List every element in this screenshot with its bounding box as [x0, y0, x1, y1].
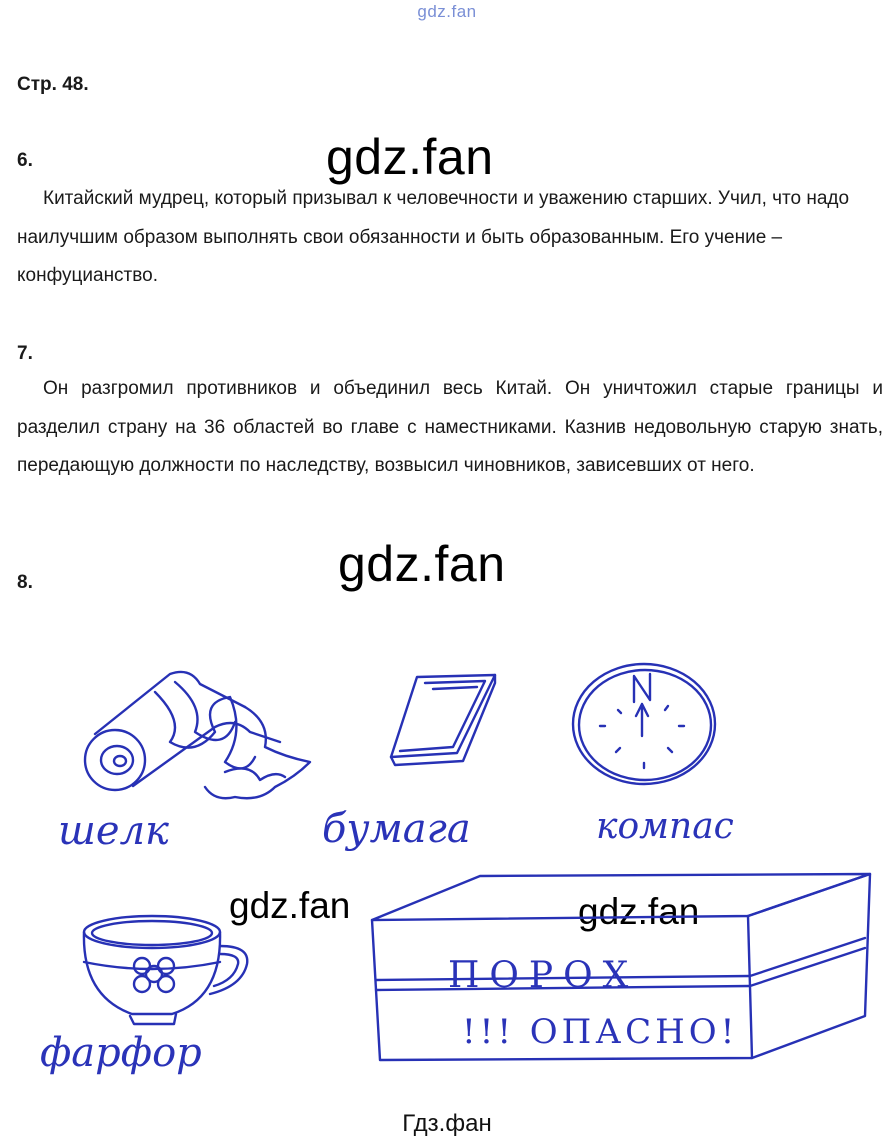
watermark-3: gdz.fan: [229, 885, 351, 926]
footer-caption: Гдз.фан: [402, 1110, 492, 1137]
caption-paper: бумага: [322, 806, 471, 852]
watermark-2: gdz.fan: [338, 536, 506, 592]
paper-drawing: [385, 665, 500, 775]
task-8-number: 8.: [17, 572, 33, 593]
box-label-gunpowder: ПОРОХ: [448, 955, 639, 996]
task-6-number: 6.: [17, 150, 33, 171]
task-6-text: Китайский мудрец, который призывал к человечности и уважению старших. Учил, что надо наилучшим образом выполнять свои обязанности и быть образованным. Его учение – конфуцианство.: [17, 188, 850, 286]
box-label-danger: !!! ОПАСНО!: [462, 1012, 739, 1052]
task-7-text: Он разгромил противников и объединил весь Китай. Он уничтожил старые границы и разделил страну на 36 областей во главе с наместниками. Казнив недовольную старую знать, передающую должности по наследству, возвысил чиновников, зависевших от него.: [17, 378, 883, 476]
caption-silk: шелк: [58, 808, 169, 854]
watermark-4: gdz.fan: [578, 891, 700, 932]
watermark-top: gdz.fan: [417, 2, 477, 21]
compass-drawing: [568, 660, 723, 790]
caption-porcelain: фарфор: [40, 1030, 202, 1076]
page-label: Стр. 48.: [17, 74, 89, 95]
caption-compass: компас: [596, 806, 734, 847]
watermark-1: gdz.fan: [326, 129, 494, 185]
porcelain-drawing: [72, 906, 257, 1036]
task-7-number: 7.: [17, 343, 33, 364]
silk-drawing: [75, 662, 320, 812]
